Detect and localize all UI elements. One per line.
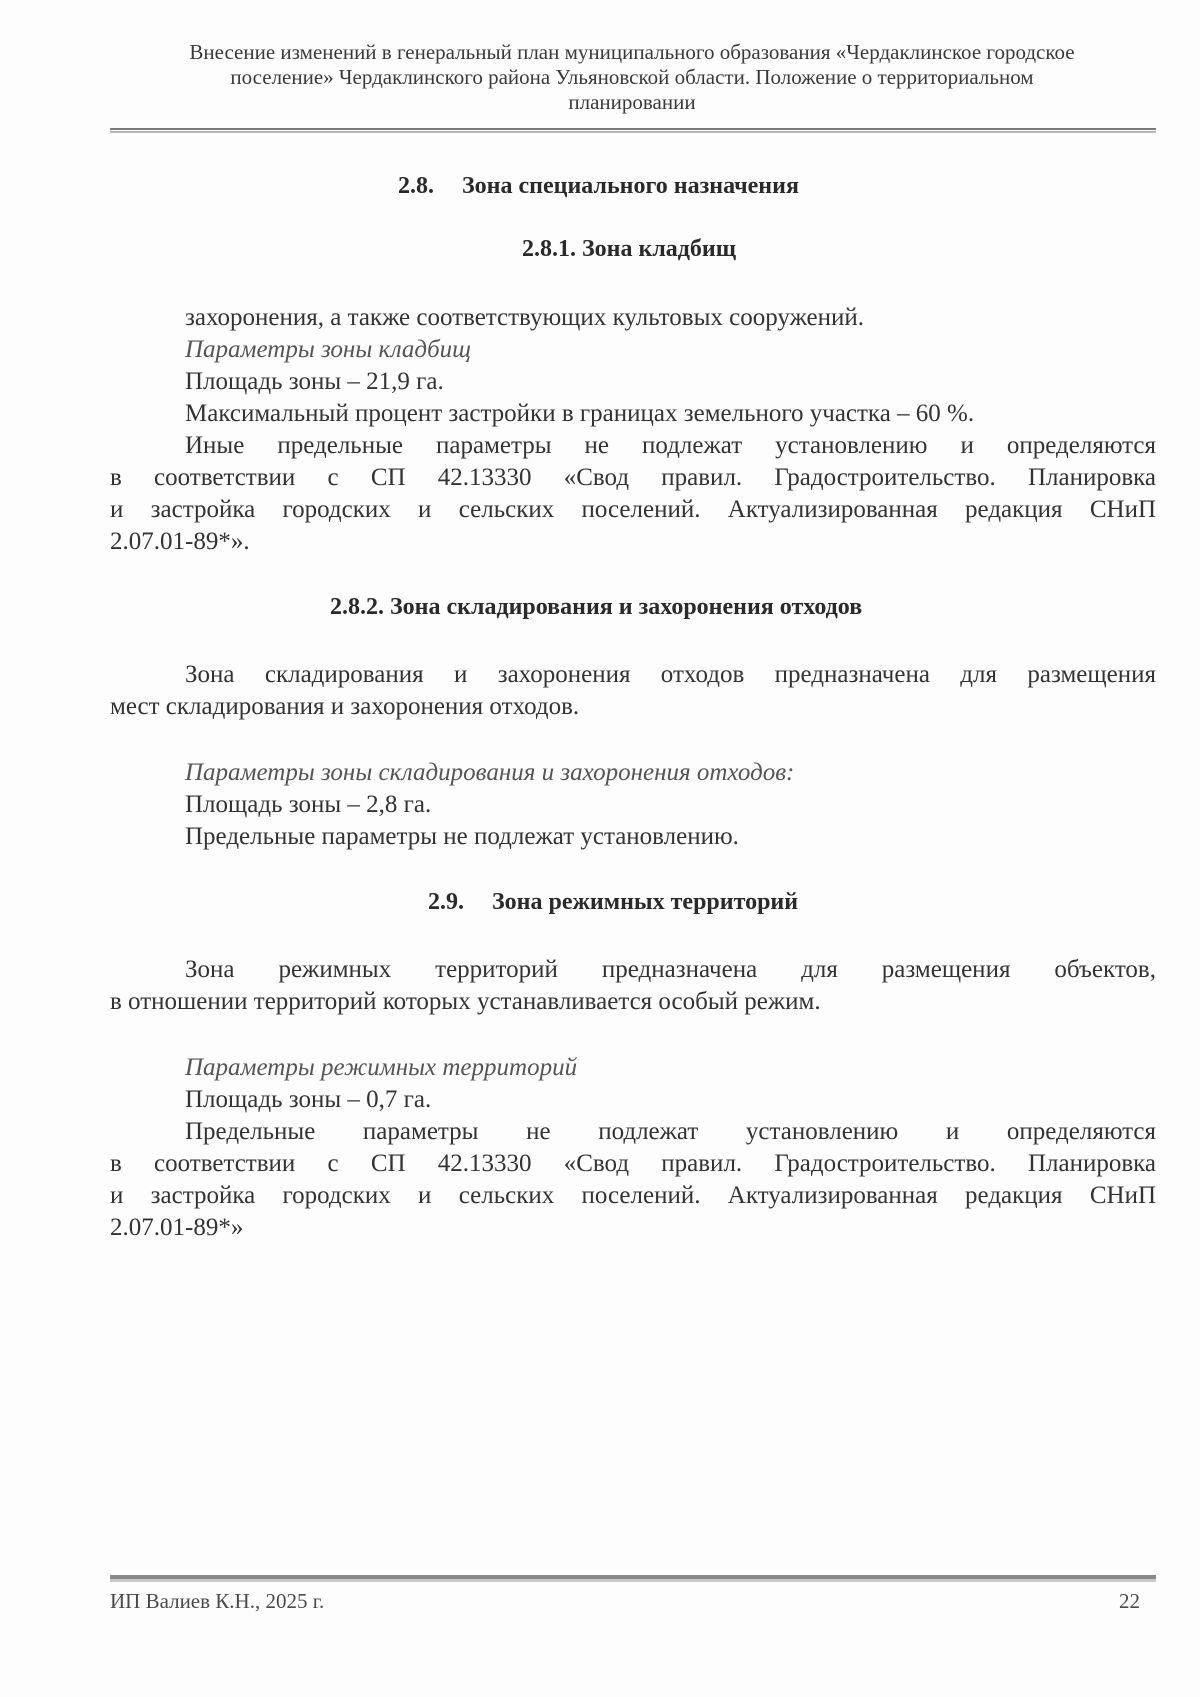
running-header — [110, 40, 1154, 115]
paragraph-line: Зона складирования и захоронения отходов предназначена для размещения — [185, 661, 1156, 688]
section-title: Зона специального назначения — [462, 173, 799, 199]
zone-area: Площадь зоны – 21,9 га. — [185, 368, 444, 395]
paragraph-line: и застройка городских и сельских поселений. Актуализированная редакция СНиП — [110, 1182, 1156, 1209]
params-title: Параметры зоны кладбищ — [185, 336, 472, 363]
header-line-3: планировании — [568, 90, 696, 114]
section-2-9-heading — [110, 888, 1156, 916]
paragraph-line: Зона режимных территорий предназначена для размещения объектов, — [185, 956, 1156, 983]
paragraph-line: 2.07.01-89*». — [110, 528, 250, 555]
section-2-8-1-heading: 2.8.1. Зона кладбищ — [522, 236, 737, 262]
paragraph-line: Иные предельные параметры не подлежат установлению и определяются — [185, 432, 1156, 459]
header-divider — [110, 128, 1156, 130]
paragraph-line: захоронения, а также соответствующих культовых сооружений. — [185, 304, 864, 331]
paragraph-line: Предельные параметры не подлежат установлению и определяются — [185, 1118, 1156, 1145]
paragraph-line: 2.07.01-89*» — [110, 1214, 244, 1241]
zone-area: Площадь зоны – 2,8 га. — [185, 791, 432, 818]
limits-text: Предельные параметры не подлежат установлению. — [185, 823, 739, 850]
paragraph-line: и застройка городских и сельских поселений. Актуализированная редакция СНиП — [110, 496, 1156, 523]
footer-author: ИП Валиев К.Н., 2025 г. — [110, 1589, 325, 1613]
footer-divider — [110, 1575, 1156, 1579]
params-title: Параметры режимных территорий — [185, 1054, 578, 1081]
page-number: 22 — [1119, 1589, 1140, 1613]
section-2-8-2-heading: 2.8.2. Зона складирования и захоронения отходов — [330, 594, 863, 620]
section-2-8-heading — [110, 172, 1156, 200]
paragraph-line: в отношении территорий которых устанавливается особый режим. — [110, 988, 821, 1015]
section-number: 2.8. — [398, 173, 434, 199]
max-build-percent: Максимальный процент застройки в границах земельного участка – 60 %. — [185, 400, 975, 427]
header-line-2: поселение» Чердаклинского района Ульяновской области. Положение о территориальном — [230, 65, 1034, 89]
section-number: 2.9. — [428, 889, 464, 915]
paragraph-line: в соответствии с СП 42.13330 «Свод правил. Градостроительство. Планировка — [110, 464, 1156, 491]
header-line-1: Внесение изменений в генеральный план муниципального образования «Чердаклинское городское — [189, 40, 1075, 64]
zone-area: Площадь зоны – 0,7 га. — [185, 1086, 432, 1113]
paragraph-line: мест складирования и захоронения отходов. — [110, 693, 580, 720]
params-title: Параметры зоны складирования и захоронения отходов: — [185, 759, 795, 786]
section-title: Зона режимных территорий — [492, 889, 799, 915]
paragraph-line: в соответствии с СП 42.13330 «Свод правил. Градостроительство. Планировка — [110, 1150, 1156, 1177]
